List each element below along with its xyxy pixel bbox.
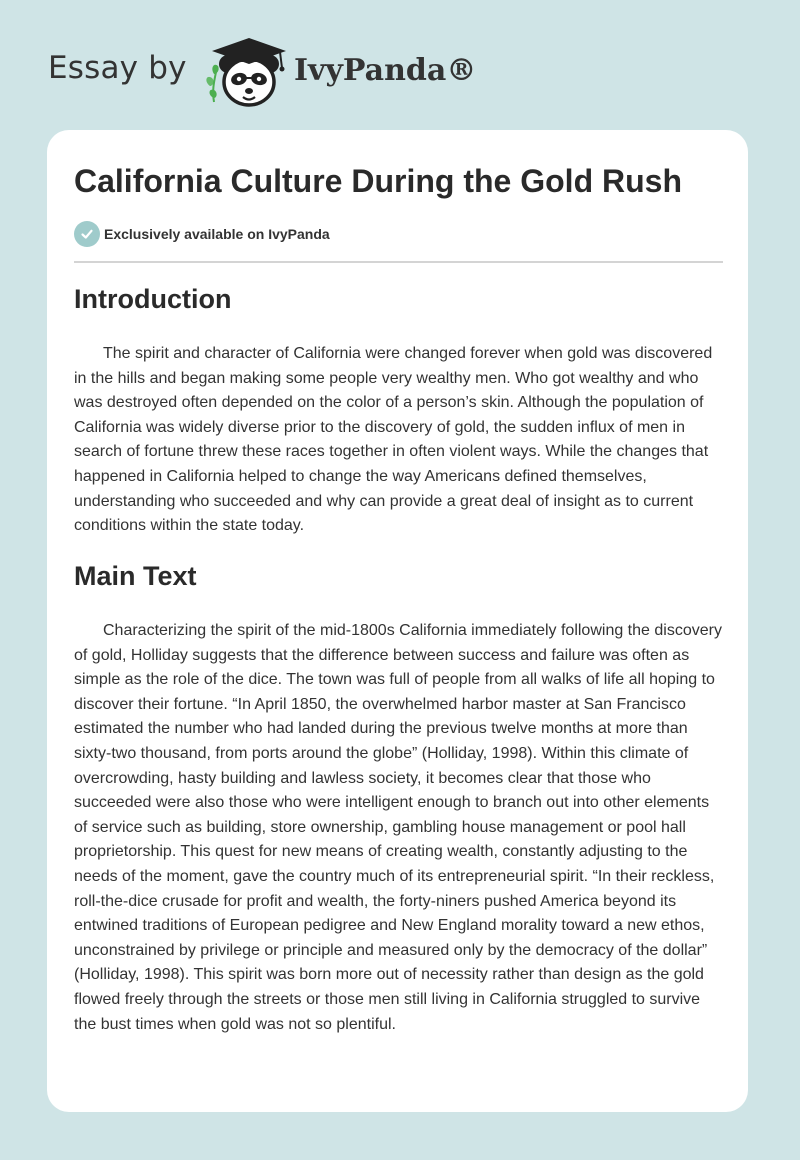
site-header [0,0,800,130]
section-paragraph-introduction: The spirit and character of California were changed forever when gold was discovered in the hills and began making some people very wealthy men. Who got wealthy and who was destroyed often depended on the color of a person’s skin. Although the population of California was widely diverse prior to the discovery of gold, the sudden influx of men in search of fortune threw these races together in often violent ways. While the changes that happened in California helped to change the way Americans defined themselves, understanding who succeeded and why can provide a great deal of insight as to current conditions within the state today. [74,345,713,535]
exclusive-badge [74,221,330,247]
section-paragraph-main-text: Characterizing the spirit of the mid-1800s California immediately following the discovery of gold, Holliday suggests that the difference between success and failure was often as simple as the role of the dice. The town was full of people from all walks of life all hoping to discover their fortune. “In April 1850, the overwhelmed harbor master at San Francisco estimated the number who had landed during the previous twelve months at more than sixty-two thousand, from ports around the globe” (Holliday, 1998). Within this climate of overcrowding, hasty building and lawless society, it becomes clear that those who succeeded were also those who were intelligent enough to branch out into other elements of service such as building, store ownership, gambling house management or pool hall proprietorship. This quest for new means of creating wealth, constantly adjusting to the needs of the moment, gave the country much of its entrepreneurial spirit. “In their reckless, roll-the-dice crusade for profit and wealth, the forty-niners pushed America beyond its entwined traditions of European pedigree and New England morality toward a new ethos, unconstrained by privilege or principle and measured only by the democracy of the dollar” (Holliday, 1998). This spirit was born more out of necessity rather than design as the gold flowed freely through the streets or those men still living in California struggled to survive the bust times when gold was not so plentiful. [74,622,722,1033]
divider [74,261,723,263]
page-title: California Culture During the Gold Rush [74,163,682,199]
panda-logo-icon [200,34,292,110]
brand-name: IvyPanda® [294,53,477,88]
section-heading-main-text: Main Text [74,561,197,591]
section-heading-introduction: Introduction [74,284,232,314]
exclusive-label: Exclusively available on IvyPanda [104,226,330,242]
essay-by-label: Essay by [48,50,187,86]
ivy-leaf-icon [206,65,218,102]
essay-card [47,130,748,1112]
check-icon [74,221,100,247]
